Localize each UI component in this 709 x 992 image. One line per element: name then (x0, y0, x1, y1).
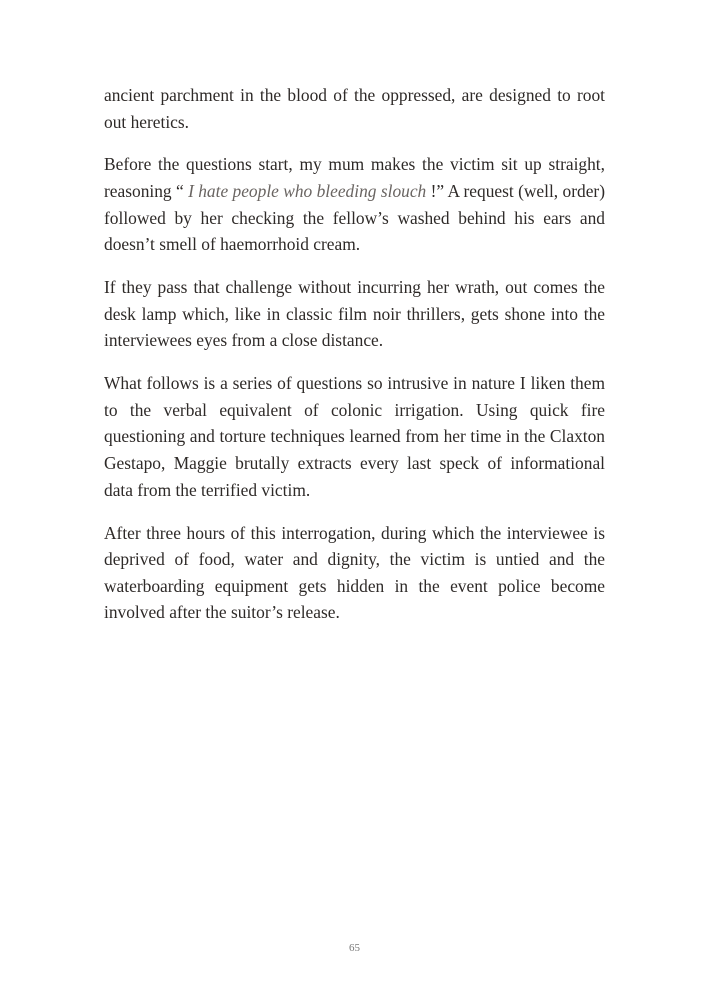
page-number: 65 (349, 942, 360, 954)
body-text (104, 82, 605, 626)
paragraph-1: ancient parchment in the blood of the oppressed, are designed to root out heretics. (104, 85, 605, 132)
paragraph-2 (104, 151, 605, 257)
italic-quote: I hate people who bleeding slouch (188, 181, 427, 202)
paragraph-4: What follows is a series of questions so intrusive in nature I liken them to the verbal equivalent of colonic irrigation. Using quick fire questioning and torture techniques learned from her time in the Claxton Gestapo, Maggie brutally extracts every last speck of informational data from the terrified victim. (104, 373, 605, 500)
paragraph-2-before-quote: Before the questions start, my mum makes the victim sit up straight, reasoning “ (104, 154, 605, 202)
paragraph-5: After three hours of this interrogation, during which the interviewee is deprived of food, water and dignity, the victim is untied and the waterboarding equipment gets hidden in the event police become involved after the suitor’s release. (104, 522, 605, 623)
paragraph-2-after-quote: !” A request (well, order) followed by her checking the fellow’s washed behind his ears and doesn’t smell of haemorrhoid cream. (104, 181, 605, 255)
paragraph-3: If they pass that challenge without incurring her wrath, out comes the desk lamp which, like in classic film noir thrillers, gets shone into the interviewees eyes from a close distance. (104, 277, 605, 351)
